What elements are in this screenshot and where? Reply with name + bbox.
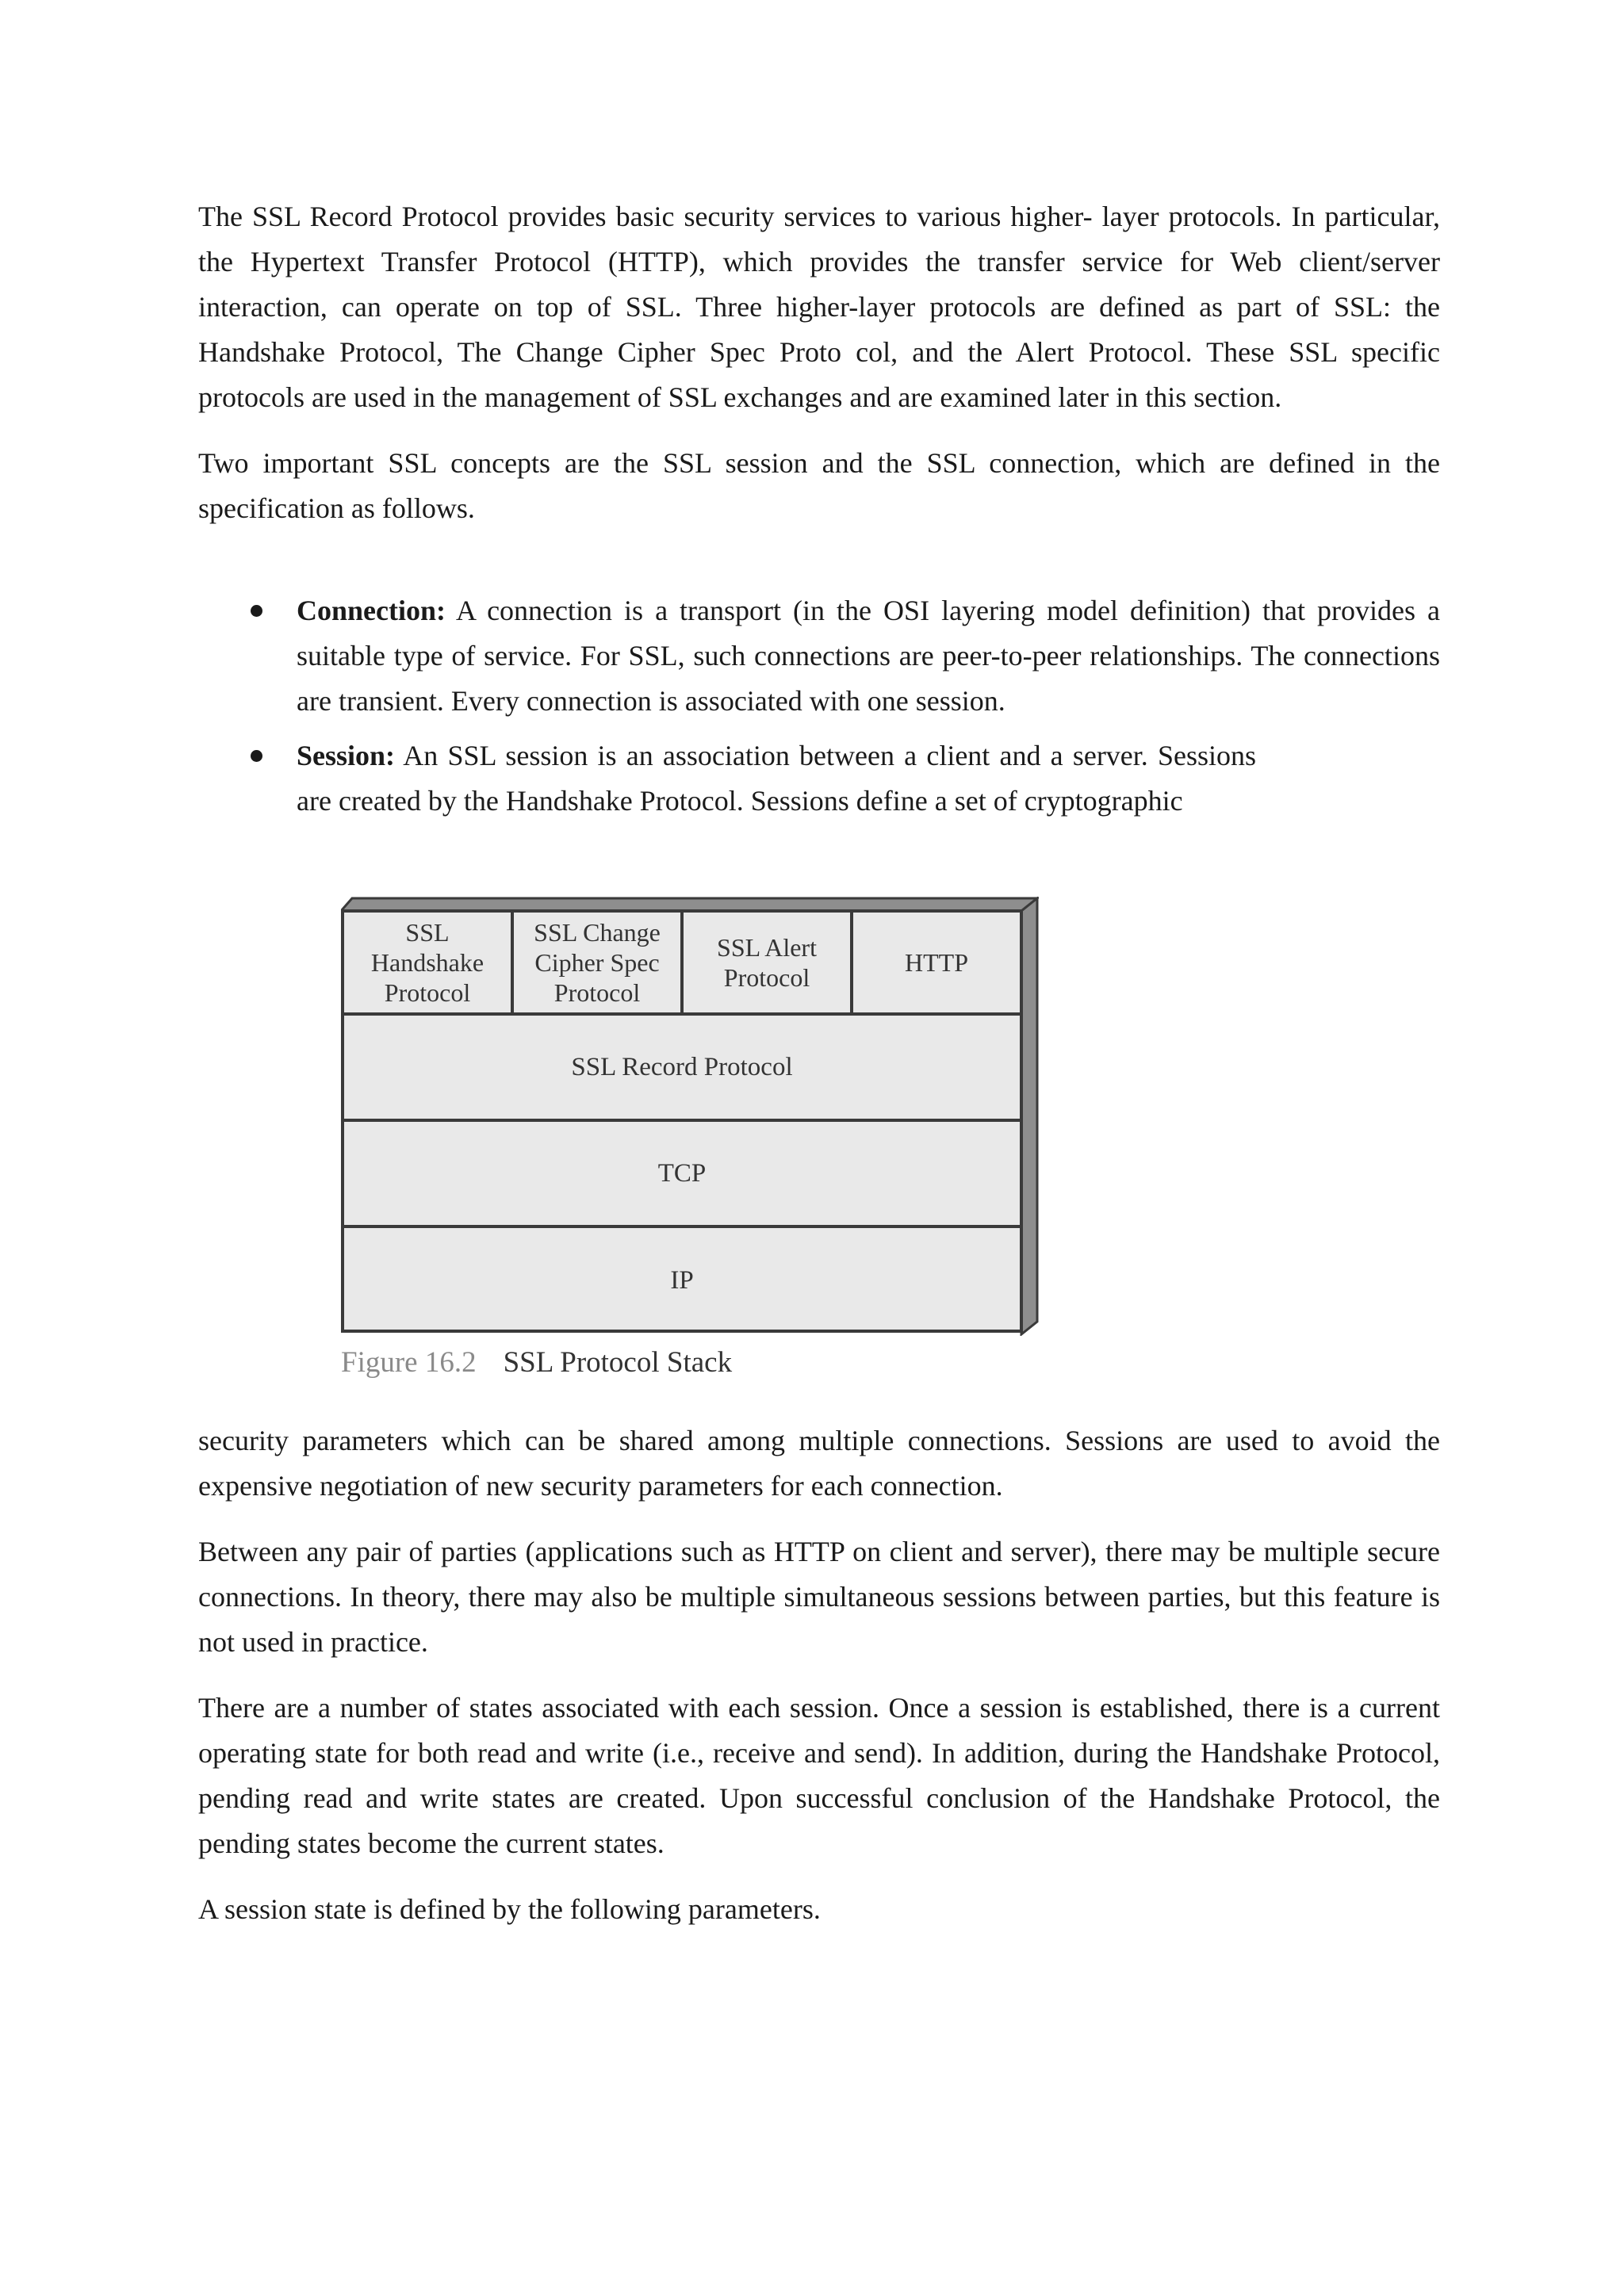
definition-list bbox=[198, 588, 1440, 824]
cell-http: HTTP bbox=[905, 948, 968, 977]
paragraph-ssl-concepts: Two important SSL concepts are the SSL session and the SSL connection, which are defined in the specification as follows. bbox=[198, 447, 1440, 524]
cell-ssl-alert-protocol: SSL Alert Protocol bbox=[684, 913, 853, 1012]
figure-ssl-protocol-stack bbox=[341, 897, 1055, 1404]
upper-layer-protocols bbox=[344, 913, 1020, 1016]
paragraph-ssl-record-intro: The SSL Record Protocol provides basic security services to various higher- layer protocols. In particular, the Hypertext Transfer Protocol (HTTP), which provides the transfer service for Web client/server interaction, can operate on top of SSL. Three higher-layer protocols are defined as part of SSL: the Handshake Protocol, The Change Cipher Spec Proto col, and the Alert Protocol. These SSL specific protocols are used in the management of SSL exchanges and are examined later in this section. bbox=[198, 201, 1440, 413]
list-item-session bbox=[198, 733, 1440, 824]
text-after-figure bbox=[198, 1418, 1440, 1932]
figure-caption bbox=[341, 1345, 732, 1380]
figure-number: Figure 16.2 bbox=[341, 1346, 477, 1379]
paragraph-session-parameters: security parameters which can be shared among multiple connections. Sessions are used to avoid the expensive negotiation of new security parameters for each connection. bbox=[198, 1425, 1440, 1502]
protocol-stack bbox=[341, 909, 1023, 1333]
layer-ip: IP bbox=[670, 1265, 694, 1295]
bullet-dot-icon bbox=[251, 605, 262, 617]
layer-ssl-record-protocol: SSL Record Protocol bbox=[344, 1016, 1020, 1122]
bullet-dot-icon bbox=[251, 750, 262, 762]
definition-connection: A connection is a transport (in the OSI layering model definition) that provides a suitable type of service. For SSL, such connections are peer-to-peer relationships. The connections are transient. Every connection is associated with one session. bbox=[297, 595, 1441, 717]
list-item-connection bbox=[198, 588, 1440, 724]
paragraph-session-states: There are a number of states associated with each session. Once a session is established, there is a current operating state for both read and write (i.e., receive and send). In addition, during the Handshake Protocol, pending read and write states are created. Upon successful conclusion of the Handshake Protocol, the pending states become the current states. bbox=[198, 1692, 1440, 1859]
figure-title: SSL Protocol Stack bbox=[503, 1346, 733, 1379]
term-session: Session: bbox=[297, 740, 396, 771]
term-connection: Connection: bbox=[297, 595, 446, 626]
paragraph-multiple-connections: Between any pair of parties (applications such as HTTP on client and server), there may be multiple secure connections. In theory, there may also be multiple simultaneous sessions between parties, but this feature is not used in practice. bbox=[198, 1536, 1440, 1658]
definition-session: An SSL session is an association between a client and a server. Sessions are created by the Handshake Protocol. Sessions define a set of cryptographic bbox=[297, 740, 1257, 817]
document-page bbox=[198, 194, 1440, 1932]
cell-ssl-change-cipher-spec-protocol: SSL Change Cipher Spec Protocol bbox=[514, 913, 684, 1012]
cell-ssl-handshake-protocol: SSL Handshake Protocol bbox=[344, 913, 514, 1012]
paragraph-session-state-parameters: A session state is defined by the following parameters. bbox=[198, 1893, 821, 1925]
layer-tcp: TCP bbox=[344, 1122, 1020, 1228]
